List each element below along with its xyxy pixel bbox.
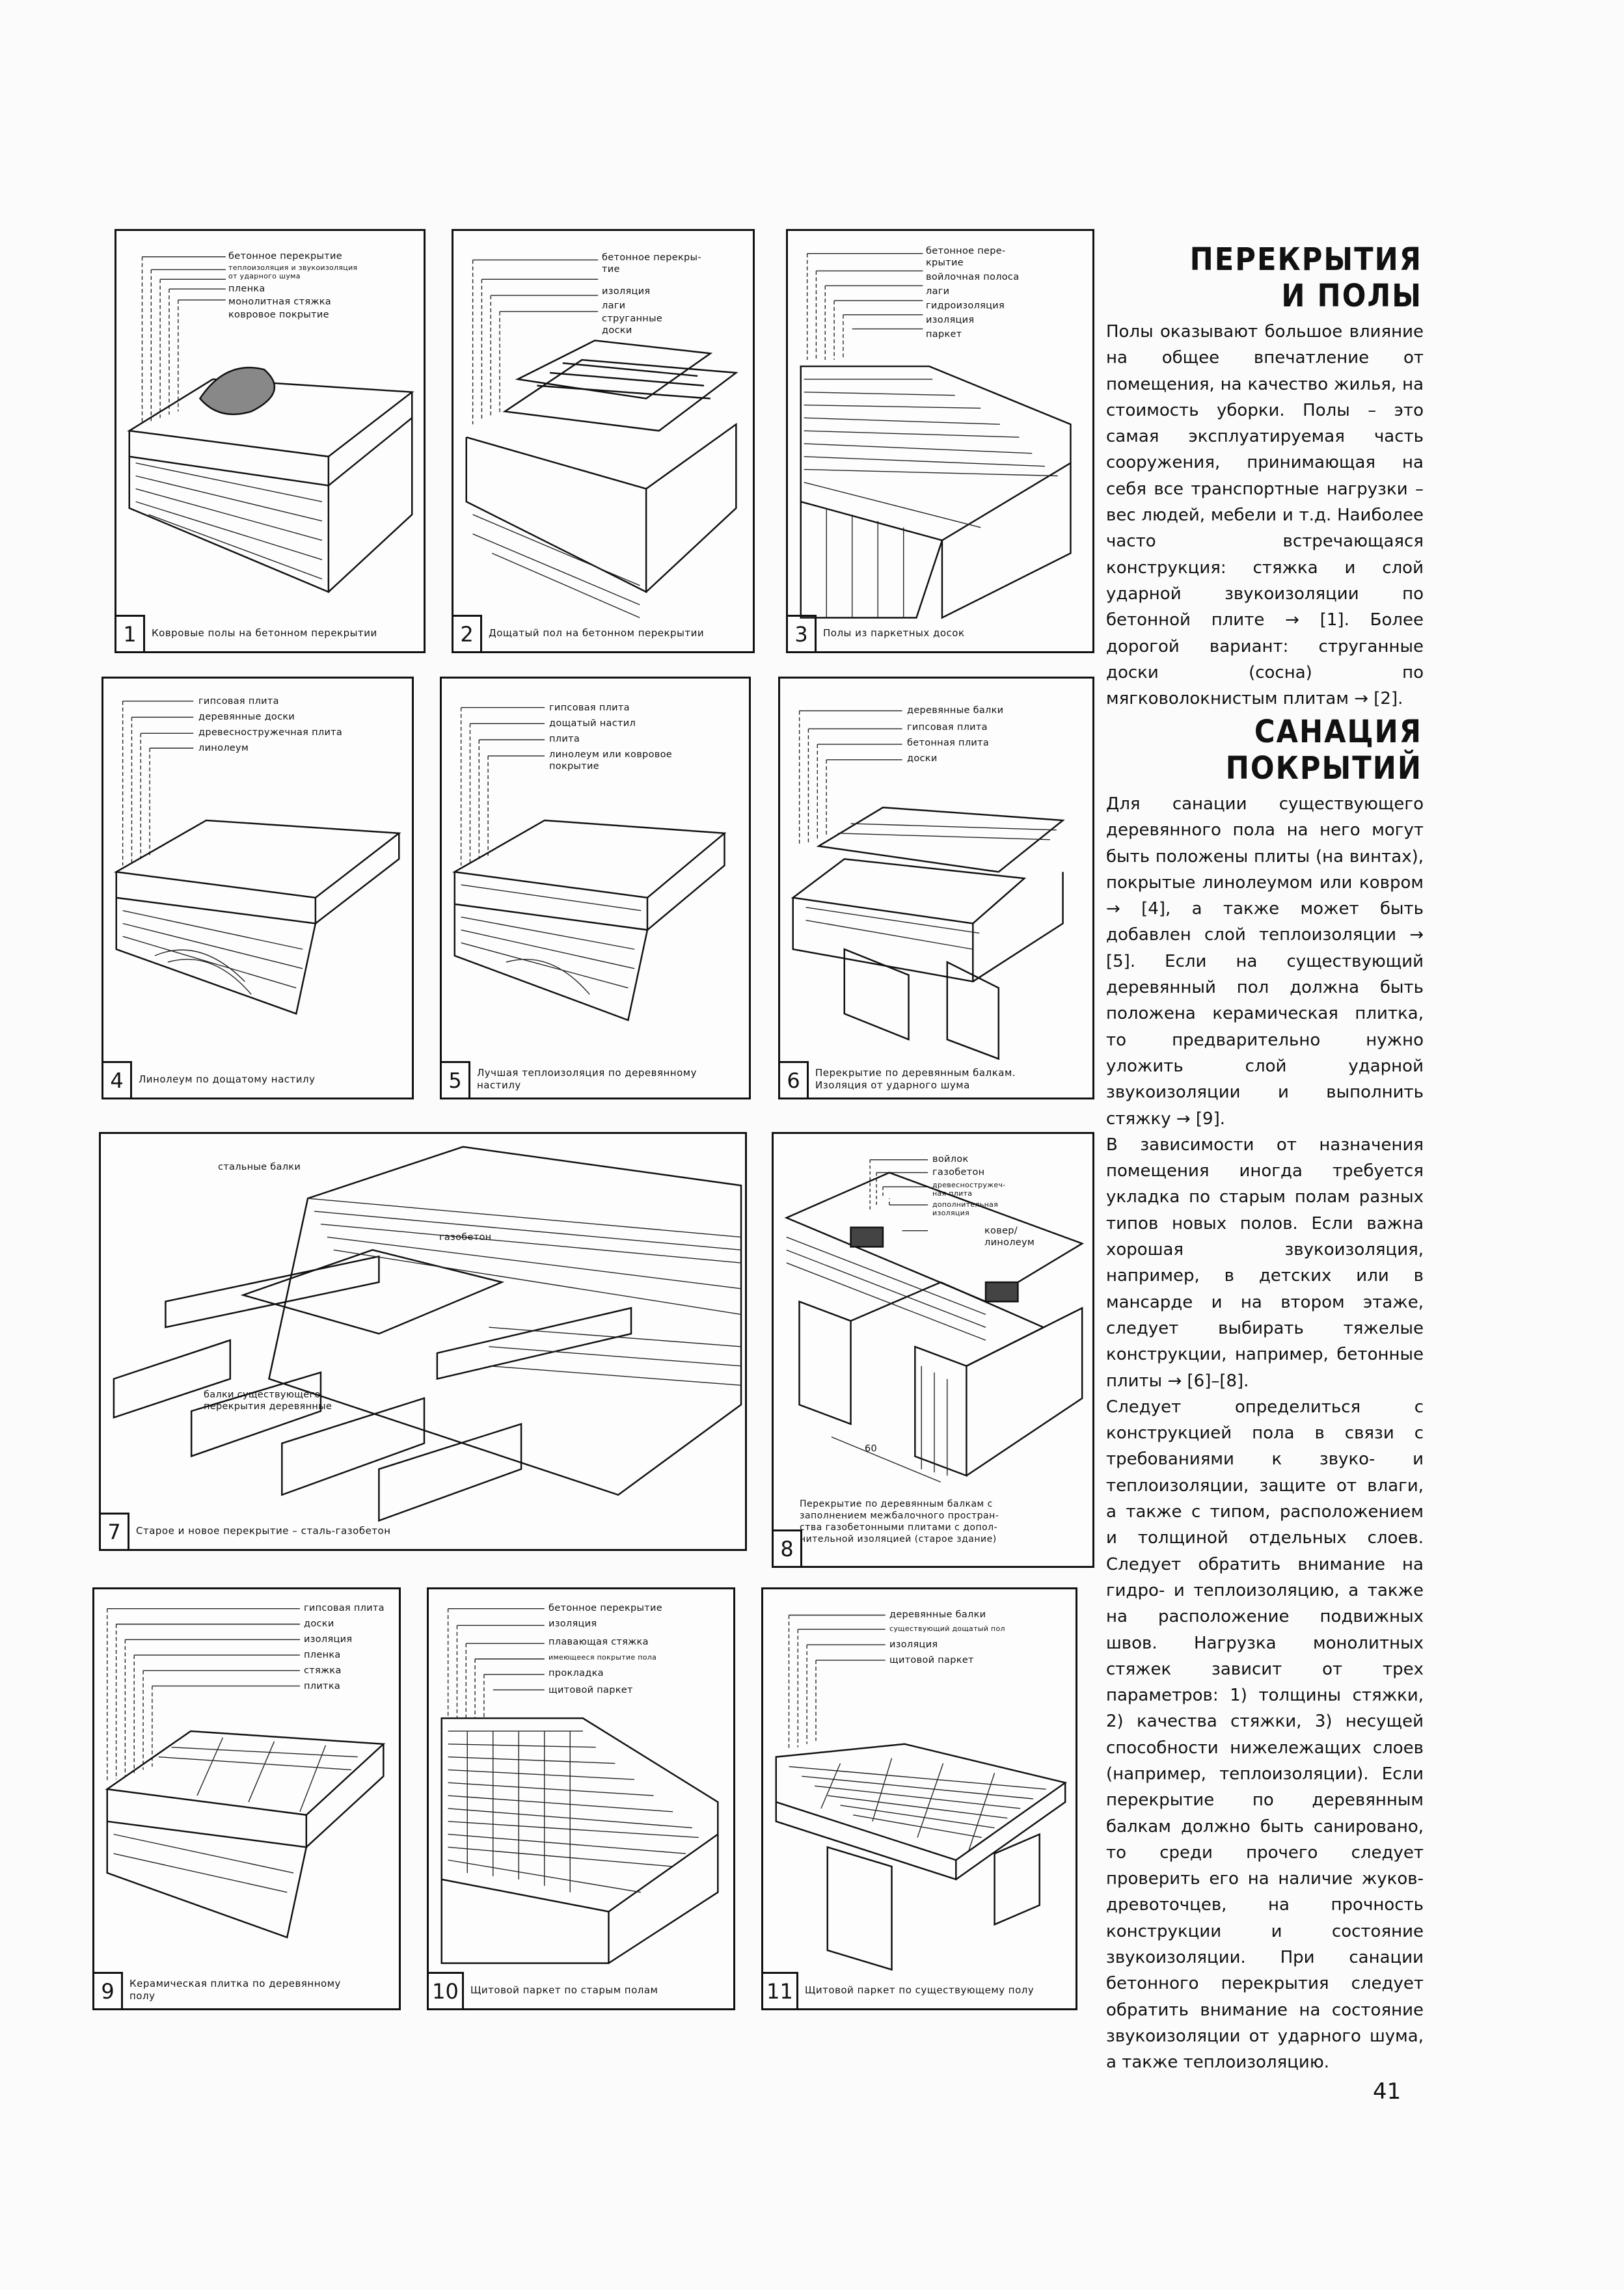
figure-8-label-4: дополнительная изоляция [932,1200,999,1217]
figure-11-caption-text: Щитовой паркет по существующему полу [805,1984,1035,1996]
figure-11-drawing [763,1589,1076,2008]
figure-3-label-1: бетонное пере- крытие [926,246,1006,268]
figure-10-label-5: прокладка [548,1668,604,1678]
figure-4-caption [103,1061,412,1098]
figure-5-number: 5 [442,1061,470,1098]
figure-9-caption-text: Керамическая плитка по деревянному полу [129,1978,341,2002]
figure-5-label-2: дощатый настил [549,718,636,729]
figure-9-label-6: плитка [304,1681,341,1691]
figure-3-label-6: паркет [926,329,962,340]
figure-11 [761,1587,1077,2010]
figure-5-caption-text: Лучшая теплоизоляция по деревянному настилу [477,1067,697,1091]
figure-4-label-3: древесностружечная плита [198,727,343,738]
figure-4-label-2: деревянные доски [198,712,295,722]
figure-9-label-1: гипсовая плита [304,1603,385,1613]
figure-1-caption [116,615,424,651]
figure-5-drawing [442,679,749,1098]
figure-1-label-4: монолитная стяжка [228,297,331,307]
figure-3-caption [788,615,1092,651]
figure-5-label-1: гипсовая плита [549,703,630,713]
figure-3-label-5: изоляция [926,315,975,325]
figure-9-caption [94,1972,399,2008]
figure-9-drawing [94,1589,399,2008]
figure-7 [99,1132,747,1551]
figure-1-drawing [116,231,424,651]
page-number: 41 [1373,2079,1401,2105]
figure-6-label-3: бетонная плита [907,738,990,748]
figure-10 [427,1587,735,2010]
figure-4-label-1: гипсовая плита [198,696,279,707]
paragraph-2: Для санации существующего деревянного пола на него могут быть положены плиты (на винтах), покрытые линолеумом или ковром → [4], а также может быть добавлен слой теплоизоляции → [5]. Если на существующий деревянный пол должна быть положена керамическая плитка, то предварительно нужно уложить слой ударной звукоизоляции и выполнить стяжку → [9]. [1106,794,1424,1129]
figure-10-label-4: имеющееся покрытие пола [548,1653,657,1662]
figure-4-label-4: линолеум [198,743,249,753]
figure-11-label-4: щитовой паркет [889,1655,974,1665]
figure-8-label-3: древесностружеч- ная плита [932,1181,1006,1198]
figure-9-label-5: стяжка [304,1665,342,1676]
figure-6-label-1: деревянные балки [907,705,1004,716]
figure-3-label-2: войлочная полоса [926,272,1020,282]
figure-2-label-3: лаги [602,301,626,311]
figure-2-caption-text: Дощатый пол на бетонном перекрытии [489,626,705,639]
figure-7-label-1: стальные балки [218,1162,301,1172]
figure-5-label-3: плита [549,734,580,744]
figure-8-number: 8 [774,1529,802,1566]
figure-6-label-2: гипсовая плита [907,722,988,733]
section-2-title-line-1: САНАЦИЯ [1254,714,1422,750]
figure-8-label-1: войлок [932,1154,969,1165]
figure-11-label-1: деревянные балки [889,1610,986,1620]
figure-5-label-4: линолеум или ковровое покрытие [549,749,672,772]
figure-11-label-2: существующий дощатый пол [889,1624,1005,1633]
figure-2-label-4: струганные доски [602,314,663,336]
figure-10-label-2: изоляция [548,1619,597,1629]
figure-3 [786,229,1094,653]
paragraph-3: В зависимости от назначения помещения иногда требуется укладка по старым полам разных типов новых полов. Если важна хорошая звукоизоляция, например, в детских или в мансарде и на втором этаже, следует выбирать тяжелые конструкции, например, бетонные плиты → [6]–[8]. [1106,1135,1424,1391]
figure-7-label-2: газобетон [439,1232,492,1243]
figure-4-drawing [103,679,412,1098]
figure-1 [115,229,426,653]
section-2-body [1106,791,1424,2076]
figure-8 [772,1132,1094,1568]
figure-3-label-4: гидроизоляция [926,301,1005,311]
figure-8-label-6: 60 [865,1444,878,1454]
figure-3-caption-text: Полы из паркетных досок [823,626,965,639]
figure-5 [440,677,751,1099]
figure-10-label-1: бетонное перекрытие [548,1603,662,1613]
figure-7-drawing [101,1134,745,1549]
figure-9-label-4: пленка [304,1650,341,1660]
figure-3-label-3: лаги [926,286,950,297]
figure-10-label-3: плавающая стяжка [548,1637,649,1647]
figure-2-caption [453,615,753,651]
figure-11-label-3: изоляция [889,1639,938,1650]
figure-2-label-1: бетонное перекры- тие [602,252,701,275]
figure-2-number: 2 [453,615,482,651]
figure-6 [778,677,1094,1099]
figure-1-label-2: теплоизоляция и звукоизоляция от ударного шума [228,263,358,280]
figure-4-number: 4 [103,1061,132,1098]
figure-9-label-2: доски [304,1619,334,1629]
figure-4-caption-text: Линолеум по дощатому настилу [139,1073,316,1085]
figure-10-caption [429,1972,733,2008]
figure-11-number: 11 [763,1972,798,2008]
figure-1-caption-text: Ковровые полы на бетонном перекрытии [152,626,377,639]
figure-4 [102,677,414,1099]
figure-3-number: 3 [788,615,817,651]
figure-9 [92,1587,401,2010]
section-1-title-line-2: И ПОЛЫ [1281,278,1422,314]
figure-6-label-4: доски [907,753,938,764]
figure-2-label-2: изоляция [602,286,651,297]
figure-9-label-3: изоляция [304,1634,353,1645]
figure-10-caption-text: Щитовой паркет по старым полам [470,1984,658,1996]
figure-2 [452,229,755,653]
figure-8-caption-text: Перекрытие по деревянным балкам с заполнением межбалочного простран- ства газобетонными плитами с допол- нительной изоляцией (старое здание) [800,1499,999,1544]
section-1-title-line-1: ПЕРЕКРЫТИЯ [1189,241,1422,278]
figure-1-label-5: ковровое покрытие [228,310,329,320]
figure-9-number: 9 [94,1972,123,2008]
figure-5-caption [442,1061,749,1098]
figure-6-caption [780,1061,1092,1098]
figure-6-caption-text: Перекрытие по деревянным балкам. Изоляция от ударного шума [815,1067,1016,1091]
figure-10-drawing [429,1589,733,2008]
section-2-title-line-2: ПОКРЫТИЙ [1225,750,1422,787]
figure-7-caption [101,1513,465,1549]
figure-7-label-3: балки существующего перекрытия деревянные [204,1390,332,1412]
figure-6-number: 6 [780,1061,809,1098]
paragraph-4: Следует определиться с конструкцией пола в связи с требованиями к звуко- и теплоизоляции, защите от влаги, а также с типом, расположением и толщиной отдельных слоев. Следует обратить внимание на гидро- и теплоизоляцию, а также на расположение подвижных швов. Нагрузка монолитных стяжек зависит от трех параметров: 1) толщины стяжки, 2) качества стяжки, 3) несущей способности нижележащих слоев (например, теплоизоляции). Если перекрытие по деревянным балкам должно быть санировано, то среди прочего следует проверить его на наличие жуков-древоточцев, на прочность конструкции и состояние звукоизоляции. При санации бетонного перекрытия следует обратить внимание на состояние звукоизоляции от ударного шума, а также теплоизоляцию. [1106,1397,1424,2073]
figure-10-number: 10 [429,1972,464,2008]
figure-11-caption [763,1972,1076,2008]
figure-7-caption-text: Старое и новое перекрытие – сталь-газобетон [136,1524,391,1537]
figure-8-label-2: газобетон [932,1167,985,1178]
paragraph-1: Полы оказывают большое влияние на общее впечатление от помещения, на качество жилья, на стоимость уборки. Полы – это самая эксплуатируемая часть сооружения, принимающая на себя все транспортные нагрузки – вес людей, мебели и т.д. Наиболее часто встречающаяся конструкция: стяжка и слой ударной звукоизоляции по бетонной плите → [1]. Более дорогой вариант: струганные доски (сосна) по мягковолокнистым плитам → [2]. [1106,322,1424,709]
figure-1-label-3: пленка [228,284,265,294]
figure-10-label-6: щитовой паркет [548,1685,633,1695]
figure-1-number: 1 [116,615,145,651]
figure-1-label-1: бетонное перекрытие [228,251,342,262]
section-1-body [1106,319,1424,712]
figure-7-number: 7 [101,1513,129,1549]
figure-8-label-5: ковер/ линолеум [984,1226,1035,1248]
